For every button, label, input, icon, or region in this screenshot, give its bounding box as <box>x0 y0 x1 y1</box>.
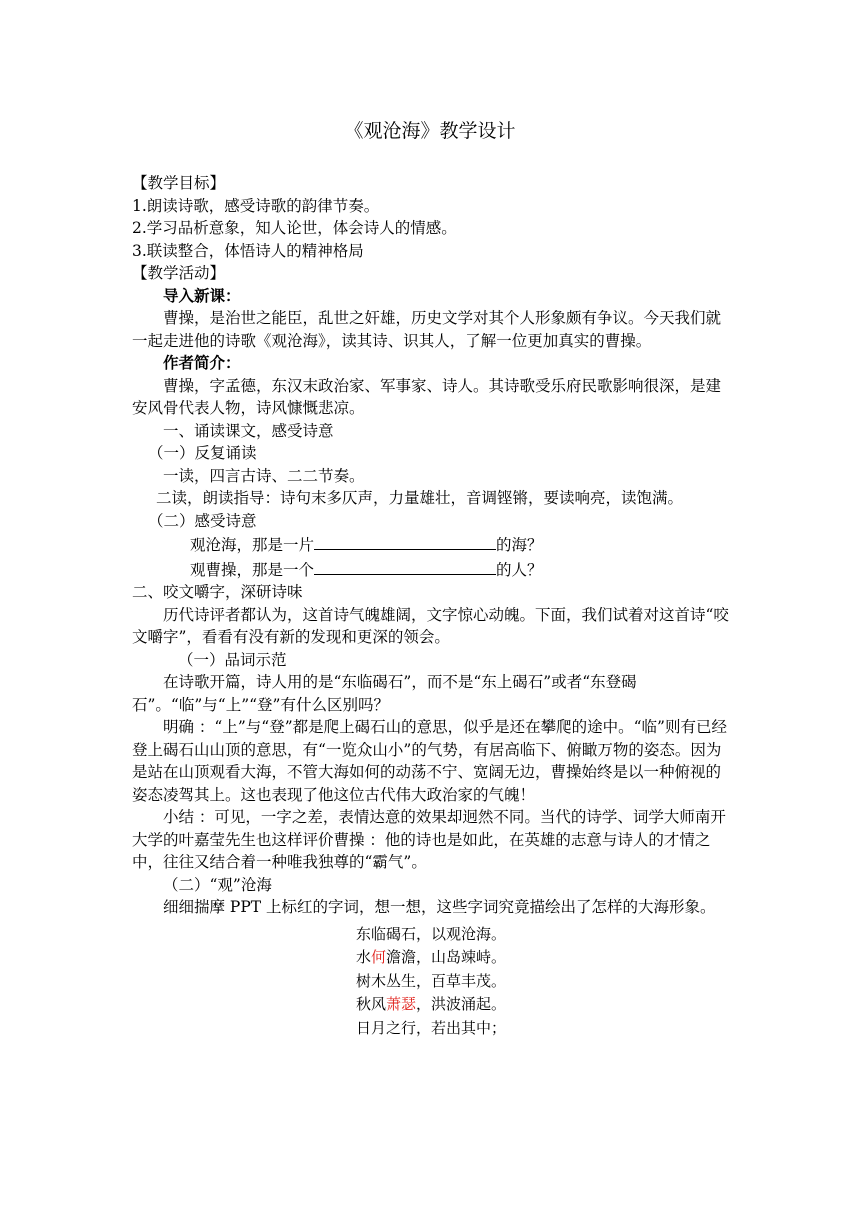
highlighted-word: 何 <box>370 948 386 966</box>
fill-suffix: 的人？ <box>496 560 543 579</box>
summary-paragraph: 小结 ：可见，一字之差，表情达意的效果却迥然不同。当代的诗学、词学大师南开大学的叶嘉莹先生也这样评价曹操 ：他的诗也是如此，在英雄的志意与诗人的才情之中，往往又结合着一种唯我独尊的“霸气”。 <box>132 808 726 871</box>
fill-in-line-1 <box>132 532 730 557</box>
answer-paragraph: 明确 ：“上”与“登”都是爬上碣石山的意思，似乎是还在攀爬的途中。“临”则有已经登上碣石山山顶的意思，有“一览众山小”的气势，有居高临下、俯瞰万物的姿态。因为是站在山顶观看大海，不管大海如何的动荡不宁、宽阔无边，曹操始终是以一种俯视的姿态凌驾其上。这也表现了他这位古代伟大政治家的气魄！ <box>132 718 727 804</box>
section-heading-2: 二、咬文嚼字，深研诗味 <box>132 583 303 601</box>
poem-line: 树木丛生，百草丰茂。 <box>355 971 506 990</box>
fill-prefix: 观沧海，那是一片 <box>190 536 315 554</box>
highlighted-word: 萧瑟 <box>385 995 416 1013</box>
fill-prefix: 观曹操，那是一个 <box>190 560 315 579</box>
poem-block <box>132 923 730 1041</box>
poem-text: 澹澹，山岛竦峙。 <box>386 948 507 966</box>
poem-text: ，洪波涌起。 <box>416 995 507 1013</box>
fill-suffix: 的海？ <box>496 536 543 554</box>
author-heading: 作者简介： <box>163 353 241 372</box>
goal-item: 1.朗读诗歌，感受诗歌的韵律节奏。 <box>132 196 380 215</box>
subsection-heading: （一）反复诵读 <box>148 444 257 462</box>
goal-item: 2.学习品析意象，知人论世，体会诗人的情感。 <box>132 219 457 237</box>
goals-header: 【教学目标】 <box>132 174 226 192</box>
subsection-heading: （二）感受诗意 <box>148 511 257 530</box>
poem-line: 日月之行，若出其中； <box>355 1018 506 1037</box>
question-paragraph: 在诗歌开篇，诗人用的是“东临碣石”，而不是“东上碣石”或者“东登碣石”。“临”与“上”“登”有什么区别吗？ <box>132 673 637 714</box>
poem-text: 秋风 <box>355 995 386 1013</box>
goal-item: 3.联读整合，体悟诗人的精神格局 <box>132 241 364 260</box>
section2-paragraph: 历代诗评者都认为，这首诗气魄雄阔，文字惊心动魄。下面，我们试着对这首诗“咬文嚼字”，看看有没有新的发现和更深的领会。 <box>132 605 729 646</box>
blank-underline <box>314 557 496 575</box>
ppt-paragraph: 细细揣摩 PPT 上标红的字词，想一想，这些字词究竟描绘出了怎样的大海形象。 <box>163 898 716 916</box>
poem-line: 东临碣石，以观沧海。 <box>355 924 506 943</box>
reading-step: 二读，朗读指导：诗句末多仄声，力量雄壮，音调铿锵，要读响亮，读饱满。 <box>156 489 684 507</box>
section-heading-1: 一、诵读课文，感受诗意 <box>163 421 334 440</box>
poem-line <box>132 993 730 1017</box>
reading-step: 一读，四言古诗、二二节奏。 <box>163 466 365 485</box>
poem-line <box>132 946 730 970</box>
document-body <box>132 172 730 1040</box>
activities-header: 【教学活动】 <box>132 264 226 282</box>
subsection-heading: （一）品词示范 <box>178 650 287 669</box>
author-paragraph: 曹操，字孟德，东汉末政治家、军事家、诗人。其诗歌受乐府民歌影响很深，是建安风骨代表人物，诗风慷慨悲凉。 <box>132 376 722 417</box>
blank-underline <box>314 532 496 550</box>
intro-heading: 导入新课： <box>163 285 241 305</box>
subsection-heading: （二）“观”沧海 <box>163 875 272 894</box>
fill-in-line-2 <box>132 557 730 582</box>
poem-text: 水 <box>355 948 371 966</box>
page-title: 《观沧海》教学设计 <box>344 120 516 142</box>
intro-paragraph: 曹操，是治世之能臣，乱世之奸雄，历史文学对其个人形象颇有争议。今天我们就一起走进他的诗歌《观沧海》，读其诗、识其人，了解一位更加真实的曹操。 <box>132 309 722 350</box>
